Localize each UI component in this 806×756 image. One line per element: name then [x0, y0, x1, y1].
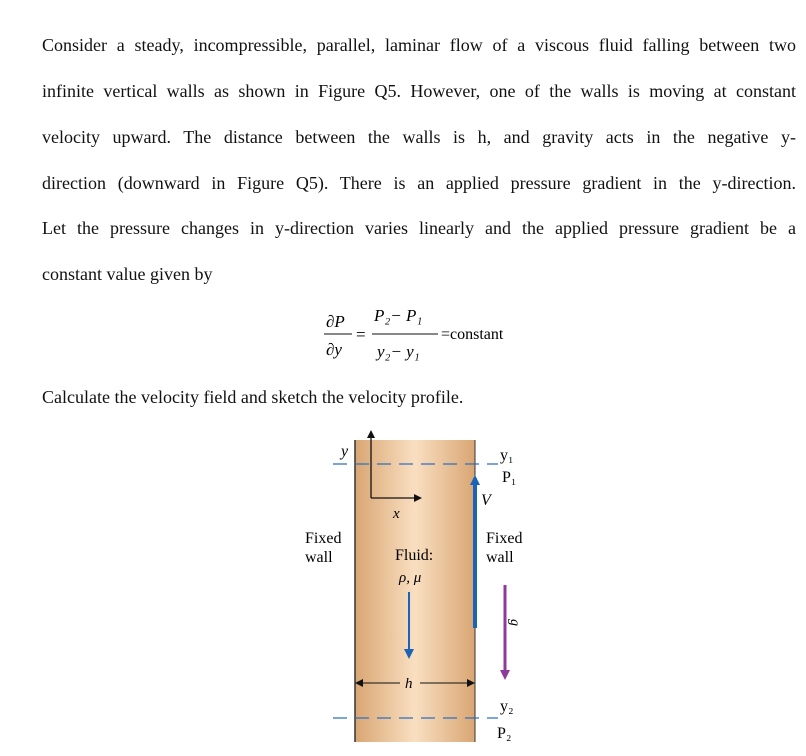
y2-label: y₂: [500, 698, 514, 715]
h-label: h: [405, 676, 413, 692]
figure-q5: [290, 424, 550, 750]
velocity-label: V: [481, 492, 491, 509]
y1-label: y₁: [500, 447, 514, 464]
left-wall-label-1: Fixed: [305, 530, 342, 547]
eq-mid-denominator: y₂− y₁: [377, 342, 420, 361]
right-wall-label-2: wall: [486, 549, 514, 566]
problem-line-5: Let the pressure changes in y-direction varies linearly and the applied pressure gradient be a: [42, 218, 796, 238]
eq-lhs-denominator: ∂y: [326, 340, 342, 359]
fluid-label: Fluid:: [395, 547, 434, 564]
right-wall-label-1: Fixed: [486, 530, 523, 547]
gravity-label: g: [507, 619, 522, 626]
problem-line-3: velocity upward. The distance between the walls is h, and gravity acts in the negative y-: [42, 127, 796, 147]
problem-line-4: direction (downward in Figure Q5). There is an applied pressure gradient in the y-direction.: [42, 173, 796, 193]
y-axis-label: y: [341, 443, 349, 460]
eq-mid-numerator: P₂− P₁: [374, 306, 423, 325]
p1-label: P₁: [502, 469, 517, 486]
problem-line-2: infinite vertical walls as shown in Figure Q5. However, one of the walls is moving at constant: [42, 81, 796, 101]
fluid-region: [355, 440, 475, 742]
problem-line-1: Consider a steady, incompressible, parallel, laminar flow of a viscous fluid falling between two: [42, 35, 796, 55]
p2-label: P₂: [497, 725, 512, 742]
left-wall-label-2: wall: [305, 549, 333, 566]
x-axis-label: x: [393, 506, 400, 522]
task-statement: Calculate the velocity field and sketch the velocity profile.: [42, 387, 464, 407]
eq-constant: =constant: [441, 326, 504, 343]
fluid-properties: ρ, μ: [399, 570, 422, 586]
eq-equals: =: [356, 325, 366, 344]
eq-lhs-numerator: ∂P: [326, 312, 345, 331]
problem-line-6: constant value given by: [42, 264, 213, 284]
